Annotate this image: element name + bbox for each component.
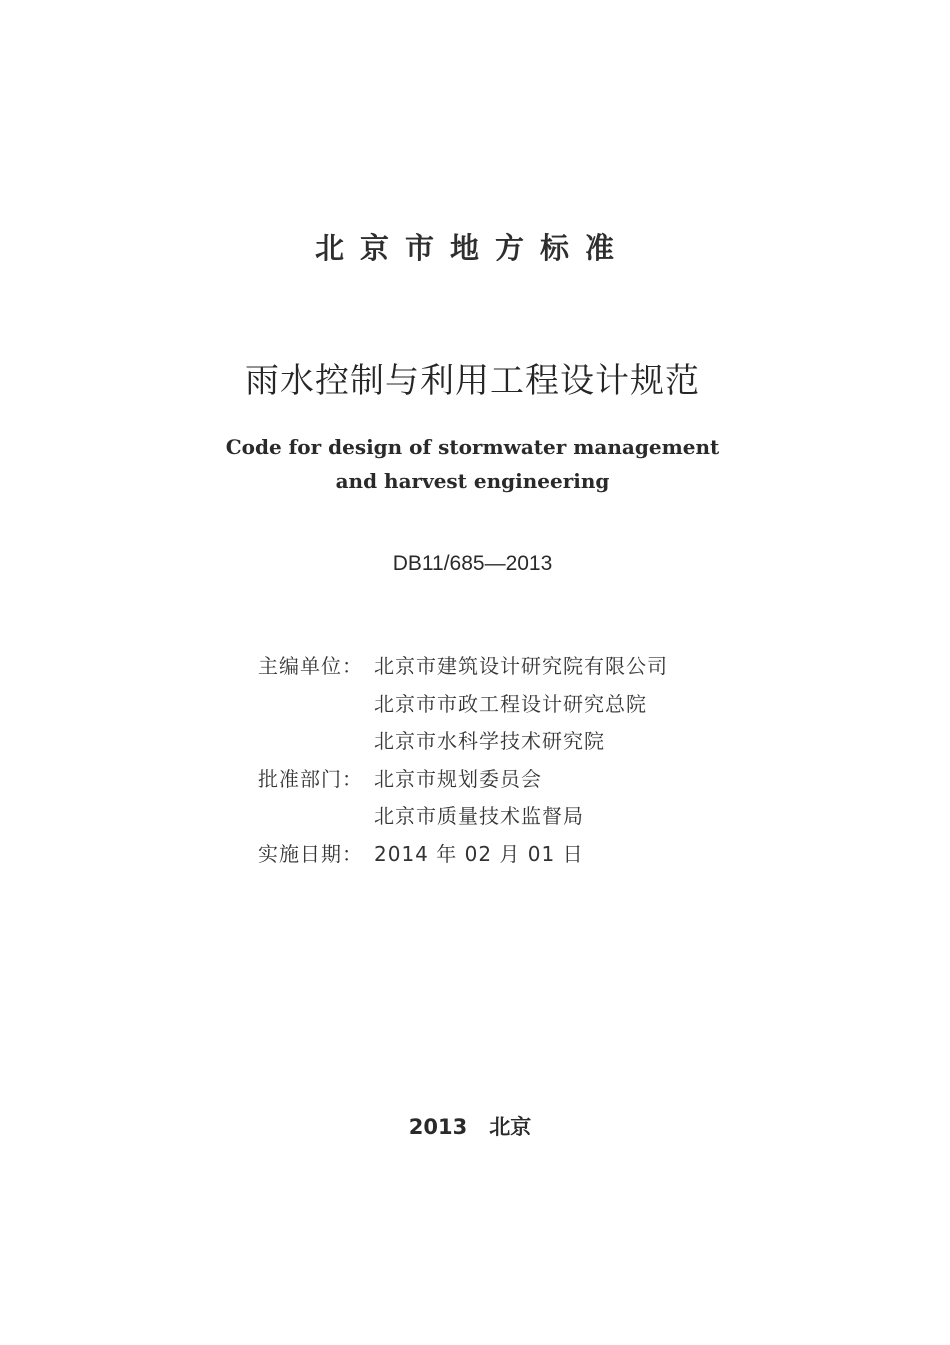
publication-year: 2013 [408, 1115, 468, 1139]
publication-place: 北京 [489, 1115, 532, 1139]
english-title [0, 430, 945, 498]
editorial-unit-row [258, 686, 918, 724]
editorial-unit-row [258, 723, 918, 761]
approving-department-row [258, 798, 918, 836]
editorial-unit: 北京市市政工程设计研究总院 [374, 691, 647, 716]
editorial-unit: 北京市建筑设计研究院有限公司 [374, 654, 668, 678]
implementation-date: 2014 年 02 月 01 日 [374, 841, 584, 866]
approving-department: 北京市质量技术监督局 [374, 804, 584, 828]
editorial-units-label: 主编单位： [258, 654, 363, 678]
implementation-date-row [258, 836, 918, 874]
english-title-line-2: and harvest engineering [335, 469, 610, 493]
standard-code-number: DB11/685—2013 [392, 552, 553, 575]
standard-type-heading: 北京市地方标准 [314, 231, 630, 265]
publication-info-block [258, 648, 918, 873]
approving-department-row [258, 761, 918, 799]
approving-department: 北京市规划委员会 [374, 766, 542, 791]
editorial-unit-row [258, 648, 918, 686]
editorial-unit: 北京市水科学技术研究院 [374, 729, 605, 753]
implementation-date-label: 实施日期： [258, 841, 363, 866]
chinese-title: 雨水控制与利用工程设计规范 [245, 361, 700, 401]
publication-line [0, 1111, 940, 1143]
approving-departments-label: 批准部门： [258, 766, 363, 791]
english-title-line-1: Code for design of stormwater management [225, 435, 720, 459]
